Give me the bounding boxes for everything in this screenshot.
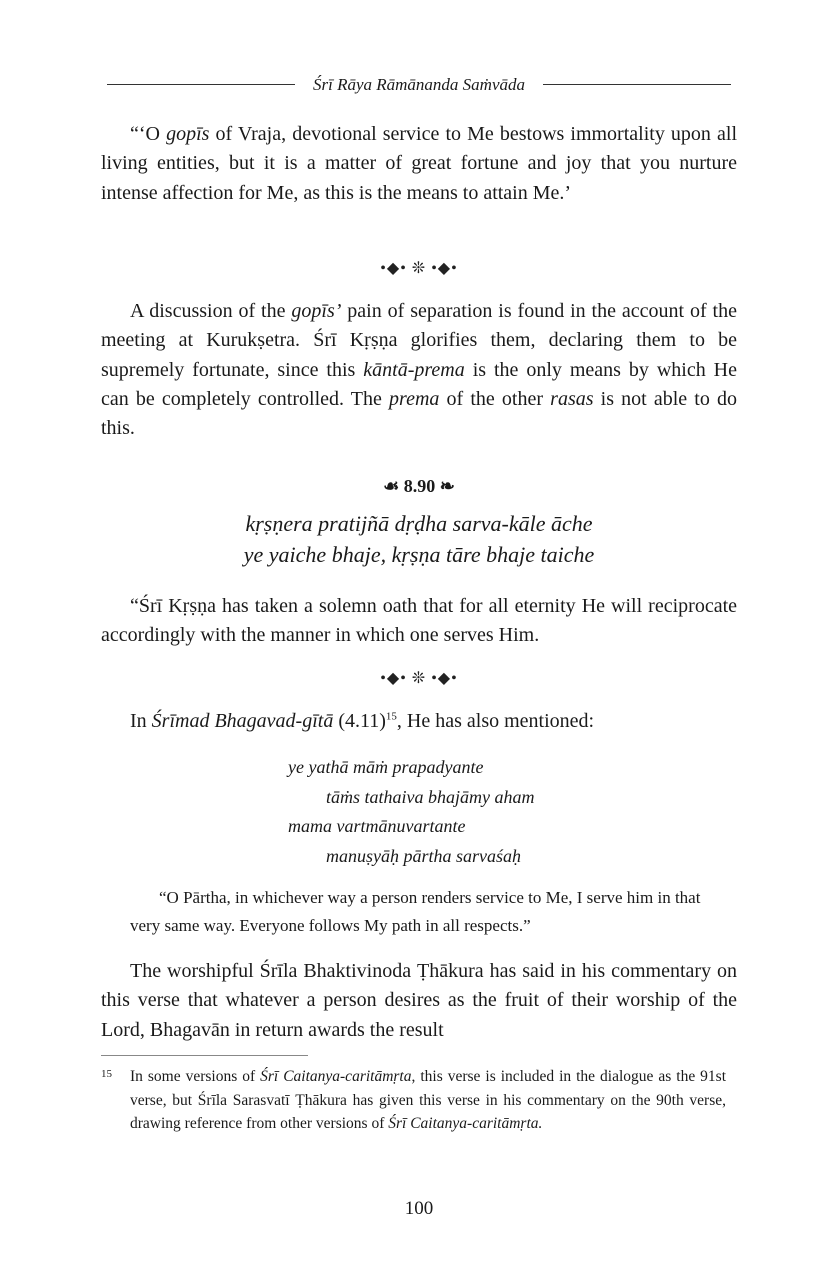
running-header bbox=[101, 73, 737, 97]
sanskrit-verse bbox=[288, 753, 535, 871]
gita-translation: “O Pārtha, in whichever way a person renders service to Me, I serve him in that very same way. Everyone follows My path in all respects.” bbox=[130, 888, 701, 935]
paragraph-discussion: A discussion of the gopīs’ pain of separation is found in the account of the meeting at Kurukṣetra. Śrī Kṛṣṇa glorifies them, declaring them to be supremely fortunate, since this kāntā-prema is the only means by which He can be completely controlled. The prema of the other rasas is not able to do this. bbox=[101, 300, 738, 440]
verse-number: ☙ 8.90 ❧ bbox=[383, 476, 455, 496]
sanskrit-line: ye yathā māṁ prapadyante bbox=[288, 757, 484, 777]
section-ornament: •◆• ❊ •◆• bbox=[380, 260, 458, 277]
sanskrit-line: tāṁs tathaiva bhajāmy aham bbox=[326, 786, 535, 807]
verse-flourish-right-icon: ❧ bbox=[435, 476, 455, 496]
section-ornament-2: •◆• ❊ •◆• bbox=[380, 670, 458, 687]
paragraph-quote: “‘O gopīs of Vraja, devotional service to Me bestows immortality upon all living entities, but it is a matter of great fortune and joy that you nurture intense affection for Me, as this is the means to attain Me.’ bbox=[101, 123, 737, 204]
page-number: 100 bbox=[404, 1198, 434, 1219]
paragraph-commentary: The worshipful Śrīla Bhaktivinoda Ṭhākura has said in his commentary on this verse that whatever a person desires as the fruit of their worship of the Lord, Bhagavān in return awards the result bbox=[101, 960, 737, 1041]
sanskrit-line: manuṣyāḥ pārtha sarvaśaḥ bbox=[326, 845, 522, 866]
verse-line-1: kṛṣṇera pratijñā dṛḍha sarva-kāle āche bbox=[245, 511, 593, 536]
verse-flourish-left-icon: ☙ bbox=[383, 476, 404, 496]
paragraph-translation: “Śrī Kṛṣṇa has taken a solemn oath that for all eternity He will reciprocate accordingly with the manner in which one serves Him. bbox=[101, 595, 737, 647]
footnote-number: 15 bbox=[101, 1068, 112, 1080]
footnote-rule bbox=[101, 1055, 308, 1056]
footnote-text: In some versions of Śrī Caitanya-caritāmṛta, this verse is included in the dialogue as the 91st verse, but Śrīla Sarasvatī Ṭhākura has given this verse in his commentary on the 90th verse, drawing reference from other versions of Śrī Caitanya-caritāmṛta. bbox=[130, 1068, 727, 1132]
footnote bbox=[101, 1065, 737, 1136]
verse-line-2: ye yaiche bhaje, kṛṣṇa tāre bhaje taiche bbox=[243, 542, 595, 567]
paragraph-gita-intro: In Śrīmad Bhagavad-gītā $(4.11)^{15}$, He has also mentioned: bbox=[130, 710, 595, 732]
sanskrit-line: mama vartmānuvartante bbox=[288, 816, 466, 836]
running-title: Śrī Rāya Rāmānanda Saṁvāda bbox=[101, 74, 737, 96]
